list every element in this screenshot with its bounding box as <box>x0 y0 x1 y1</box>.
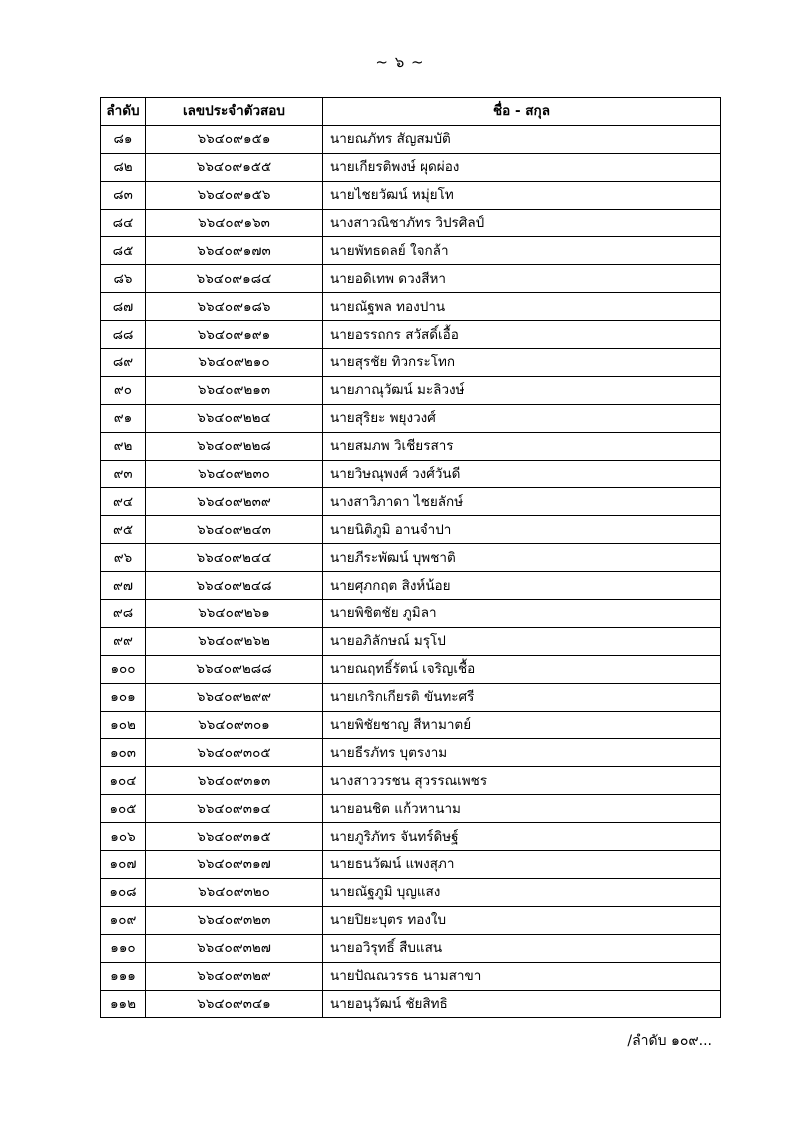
cell-order: ๑๑๒ <box>101 990 146 1018</box>
cell-exam-id: ๖๖๔๐๙๓๑๗ <box>146 851 323 879</box>
cell-order: ๘๔ <box>101 209 146 237</box>
cell-name: นายวิษณุพงศ์ วงศ์วันดี <box>323 460 721 488</box>
cell-order: ๙๙ <box>101 627 146 655</box>
cell-name: นายภูริภัทร จันทร์ดิษฐ์ <box>323 823 721 851</box>
cell-name: นายภาณุวัฒน์ มะลิวงษ์ <box>323 376 721 404</box>
table-row <box>101 265 721 293</box>
cell-order: ๘๗ <box>101 293 146 321</box>
page-number: ~ ๖ ~ <box>375 53 425 71</box>
cell-order: ๑๑๑ <box>101 962 146 990</box>
cell-order: ๑๐๐ <box>101 655 146 683</box>
cell-exam-id: ๖๖๔๐๙๑๘๖ <box>146 293 323 321</box>
table-row <box>101 544 721 572</box>
header-order: ลำดับ <box>101 98 146 126</box>
cell-exam-id: ๖๖๔๐๙๑๘๔ <box>146 265 323 293</box>
cell-exam-id: ๖๖๔๐๙๒๔๘ <box>146 572 323 600</box>
cell-exam-id: ๖๖๔๐๙๑๙๑ <box>146 321 323 349</box>
cell-name: นางสาววรชน สุวรรณเพชร <box>323 767 721 795</box>
cell-exam-id: ๖๖๔๐๙๓๒๐ <box>146 878 323 906</box>
table-row <box>101 349 721 377</box>
cell-order: ๙๕ <box>101 516 146 544</box>
cell-order: ๑๑๐ <box>101 934 146 962</box>
table-row <box>101 237 721 265</box>
cell-order: ๑๐๓ <box>101 739 146 767</box>
table-row <box>101 851 721 879</box>
table-row <box>101 906 721 934</box>
cell-exam-id: ๖๖๔๐๙๒๖๒ <box>146 627 323 655</box>
cell-name: นางสาวิภาดา ไชยลักษ์ <box>323 488 721 516</box>
cell-order: ๑๐๒ <box>101 711 146 739</box>
cell-name: นายอนุวัฒน์ ชัยสิทธิ <box>323 990 721 1018</box>
continuation-note: /ลำดับ ๑๐๙... <box>627 1033 712 1049</box>
table-row <box>101 321 721 349</box>
table-body <box>101 125 721 1018</box>
cell-name: นายอวิรุทธิ์ สืบแสน <box>323 934 721 962</box>
cell-name: นายปัณณวรรธ นามสาขา <box>323 962 721 990</box>
cell-name: นายไชยวัฒน์ หมุ่ยโท <box>323 181 721 209</box>
cell-order: ๙๑ <box>101 404 146 432</box>
table-row <box>101 767 721 795</box>
table-row <box>101 293 721 321</box>
cell-order: ๑๐๗ <box>101 851 146 879</box>
candidate-table <box>100 97 721 1018</box>
cell-exam-id: ๖๖๔๐๙๒๙๙ <box>146 683 323 711</box>
cell-exam-id: ๖๖๔๐๙๓๒๓ <box>146 906 323 934</box>
cell-name: นายณัฐพล ทองปาน <box>323 293 721 321</box>
cell-exam-id: ๖๖๔๐๙๒๓๙ <box>146 488 323 516</box>
cell-order: ๑๐๖ <box>101 823 146 851</box>
table-row <box>101 572 721 600</box>
table-row <box>101 376 721 404</box>
cell-order: ๙๖ <box>101 544 146 572</box>
table-row <box>101 488 721 516</box>
cell-order: ๙๔ <box>101 488 146 516</box>
table-row <box>101 990 721 1018</box>
table-row <box>101 962 721 990</box>
cell-name: นายพัทธดลย์ ใจกล้า <box>323 237 721 265</box>
cell-order: ๘๘ <box>101 321 146 349</box>
cell-exam-id: ๖๖๔๐๙๑๗๓ <box>146 237 323 265</box>
cell-name: นายศุภกฤต สิงห์น้อย <box>323 572 721 600</box>
table-row <box>101 627 721 655</box>
cell-order: ๙๓ <box>101 460 146 488</box>
cell-name: นายภีระพัฒน์ บุพชาติ <box>323 544 721 572</box>
cell-name: นายณัฐภูมิ บุญแสง <box>323 878 721 906</box>
header-name: ชื่อ - สกุล <box>323 98 721 126</box>
cell-name: นายณฤทธิ์รัตน์ เจริญเชื้อ <box>323 655 721 683</box>
table-row <box>101 795 721 823</box>
cell-name: นางสาวณิชาภัทร วิปรศิลป์ <box>323 209 721 237</box>
cell-name: นายสมภพ วิเชียรสาร <box>323 432 721 460</box>
cell-exam-id: ๖๖๔๐๙๒๒๘ <box>146 432 323 460</box>
cell-name: นายอรรถกร สวัสดิ์เอื้อ <box>323 321 721 349</box>
cell-order: ๘๙ <box>101 349 146 377</box>
cell-name: นายพิชัยชาญ สีหามาตย์ <box>323 711 721 739</box>
cell-exam-id: ๖๖๔๐๙๓๒๗ <box>146 934 323 962</box>
cell-order: ๑๐๕ <box>101 795 146 823</box>
cell-exam-id: ๖๖๔๐๙๒๘๘ <box>146 655 323 683</box>
cell-exam-id: ๖๖๔๐๙๒๖๑ <box>146 600 323 628</box>
table-row <box>101 878 721 906</box>
cell-order: ๑๐๑ <box>101 683 146 711</box>
cell-order: ๑๐๙ <box>101 906 146 934</box>
cell-exam-id: ๖๖๔๐๙๓๑๓ <box>146 767 323 795</box>
cell-order: ๑๐๔ <box>101 767 146 795</box>
table-row <box>101 600 721 628</box>
cell-name: นายพิชิตชัย ภูมิลา <box>323 600 721 628</box>
table-row <box>101 432 721 460</box>
table-row <box>101 655 721 683</box>
table-row <box>101 125 721 153</box>
cell-order: ๙๗ <box>101 572 146 600</box>
cell-order: ๑๐๘ <box>101 878 146 906</box>
cell-exam-id: ๖๖๔๐๙๑๕๕ <box>146 153 323 181</box>
cell-order: ๙๘ <box>101 600 146 628</box>
cell-order: ๙๐ <box>101 376 146 404</box>
table-row <box>101 460 721 488</box>
cell-name: นายนิติภูมิ อานจำปา <box>323 516 721 544</box>
cell-exam-id: ๖๖๔๐๙๑๕๖ <box>146 181 323 209</box>
cell-exam-id: ๖๖๔๐๙๑๕๑ <box>146 125 323 153</box>
cell-name: นายอดิเทพ ดวงสีหา <box>323 265 721 293</box>
cell-exam-id: ๖๖๔๐๙๒๔๓ <box>146 516 323 544</box>
cell-name: นายอภิลักษณ์ มรุโป <box>323 627 721 655</box>
cell-name: นายเกริกเกียรติ ขันทะศรี <box>323 683 721 711</box>
cell-exam-id: ๖๖๔๐๙๓๔๑ <box>146 990 323 1018</box>
table-row <box>101 934 721 962</box>
cell-name: นายสุริยะ พยุงวงศ์ <box>323 404 721 432</box>
cell-name: นายอนชิต แก้วหานาม <box>323 795 721 823</box>
table-row <box>101 823 721 851</box>
cell-exam-id: ๖๖๔๐๙๒๔๔ <box>146 544 323 572</box>
cell-exam-id: ๖๖๔๐๙๒๒๔ <box>146 404 323 432</box>
cell-exam-id: ๖๖๔๐๙๓๒๙ <box>146 962 323 990</box>
cell-exam-id: ๖๖๔๐๙๓๑๔ <box>146 795 323 823</box>
cell-name: นายเกียรติพงษ์ ผุดผ่อง <box>323 153 721 181</box>
cell-order: ๘๑ <box>101 125 146 153</box>
cell-exam-id: ๖๖๔๐๙๓๐๕ <box>146 739 323 767</box>
cell-order: ๘๕ <box>101 237 146 265</box>
cell-exam-id: ๖๖๔๐๙๓๑๕ <box>146 823 323 851</box>
cell-exam-id: ๖๖๔๐๙๒๑๓ <box>146 376 323 404</box>
cell-exam-id: ๖๖๔๐๙๓๐๑ <box>146 711 323 739</box>
table-row <box>101 181 721 209</box>
cell-name: นายปิยะบุตร ทองใบ <box>323 906 721 934</box>
cell-order: ๘๒ <box>101 153 146 181</box>
cell-exam-id: ๖๖๔๐๙๒๓๐ <box>146 460 323 488</box>
header-exam-id: เลขประจำตัวสอบ <box>146 98 323 126</box>
table-row <box>101 153 721 181</box>
cell-order: ๘๓ <box>101 181 146 209</box>
cell-name: นายณภัทร สัญสมบัติ <box>323 125 721 153</box>
table-row <box>101 516 721 544</box>
table-row <box>101 209 721 237</box>
table-row <box>101 739 721 767</box>
table-header-row <box>101 98 721 126</box>
cell-exam-id: ๖๖๔๐๙๒๑๐ <box>146 349 323 377</box>
cell-name: นายธนวัฒน์ แพงสุภา <box>323 851 721 879</box>
cell-name: นายธีรภัทร บุตรงาม <box>323 739 721 767</box>
cell-name: นายสุรชัย ทิวกระโทก <box>323 349 721 377</box>
cell-order: ๘๖ <box>101 265 146 293</box>
cell-exam-id: ๖๖๔๐๙๑๖๓ <box>146 209 323 237</box>
table-row <box>101 404 721 432</box>
table-row <box>101 683 721 711</box>
table-row <box>101 711 721 739</box>
cell-order: ๙๒ <box>101 432 146 460</box>
